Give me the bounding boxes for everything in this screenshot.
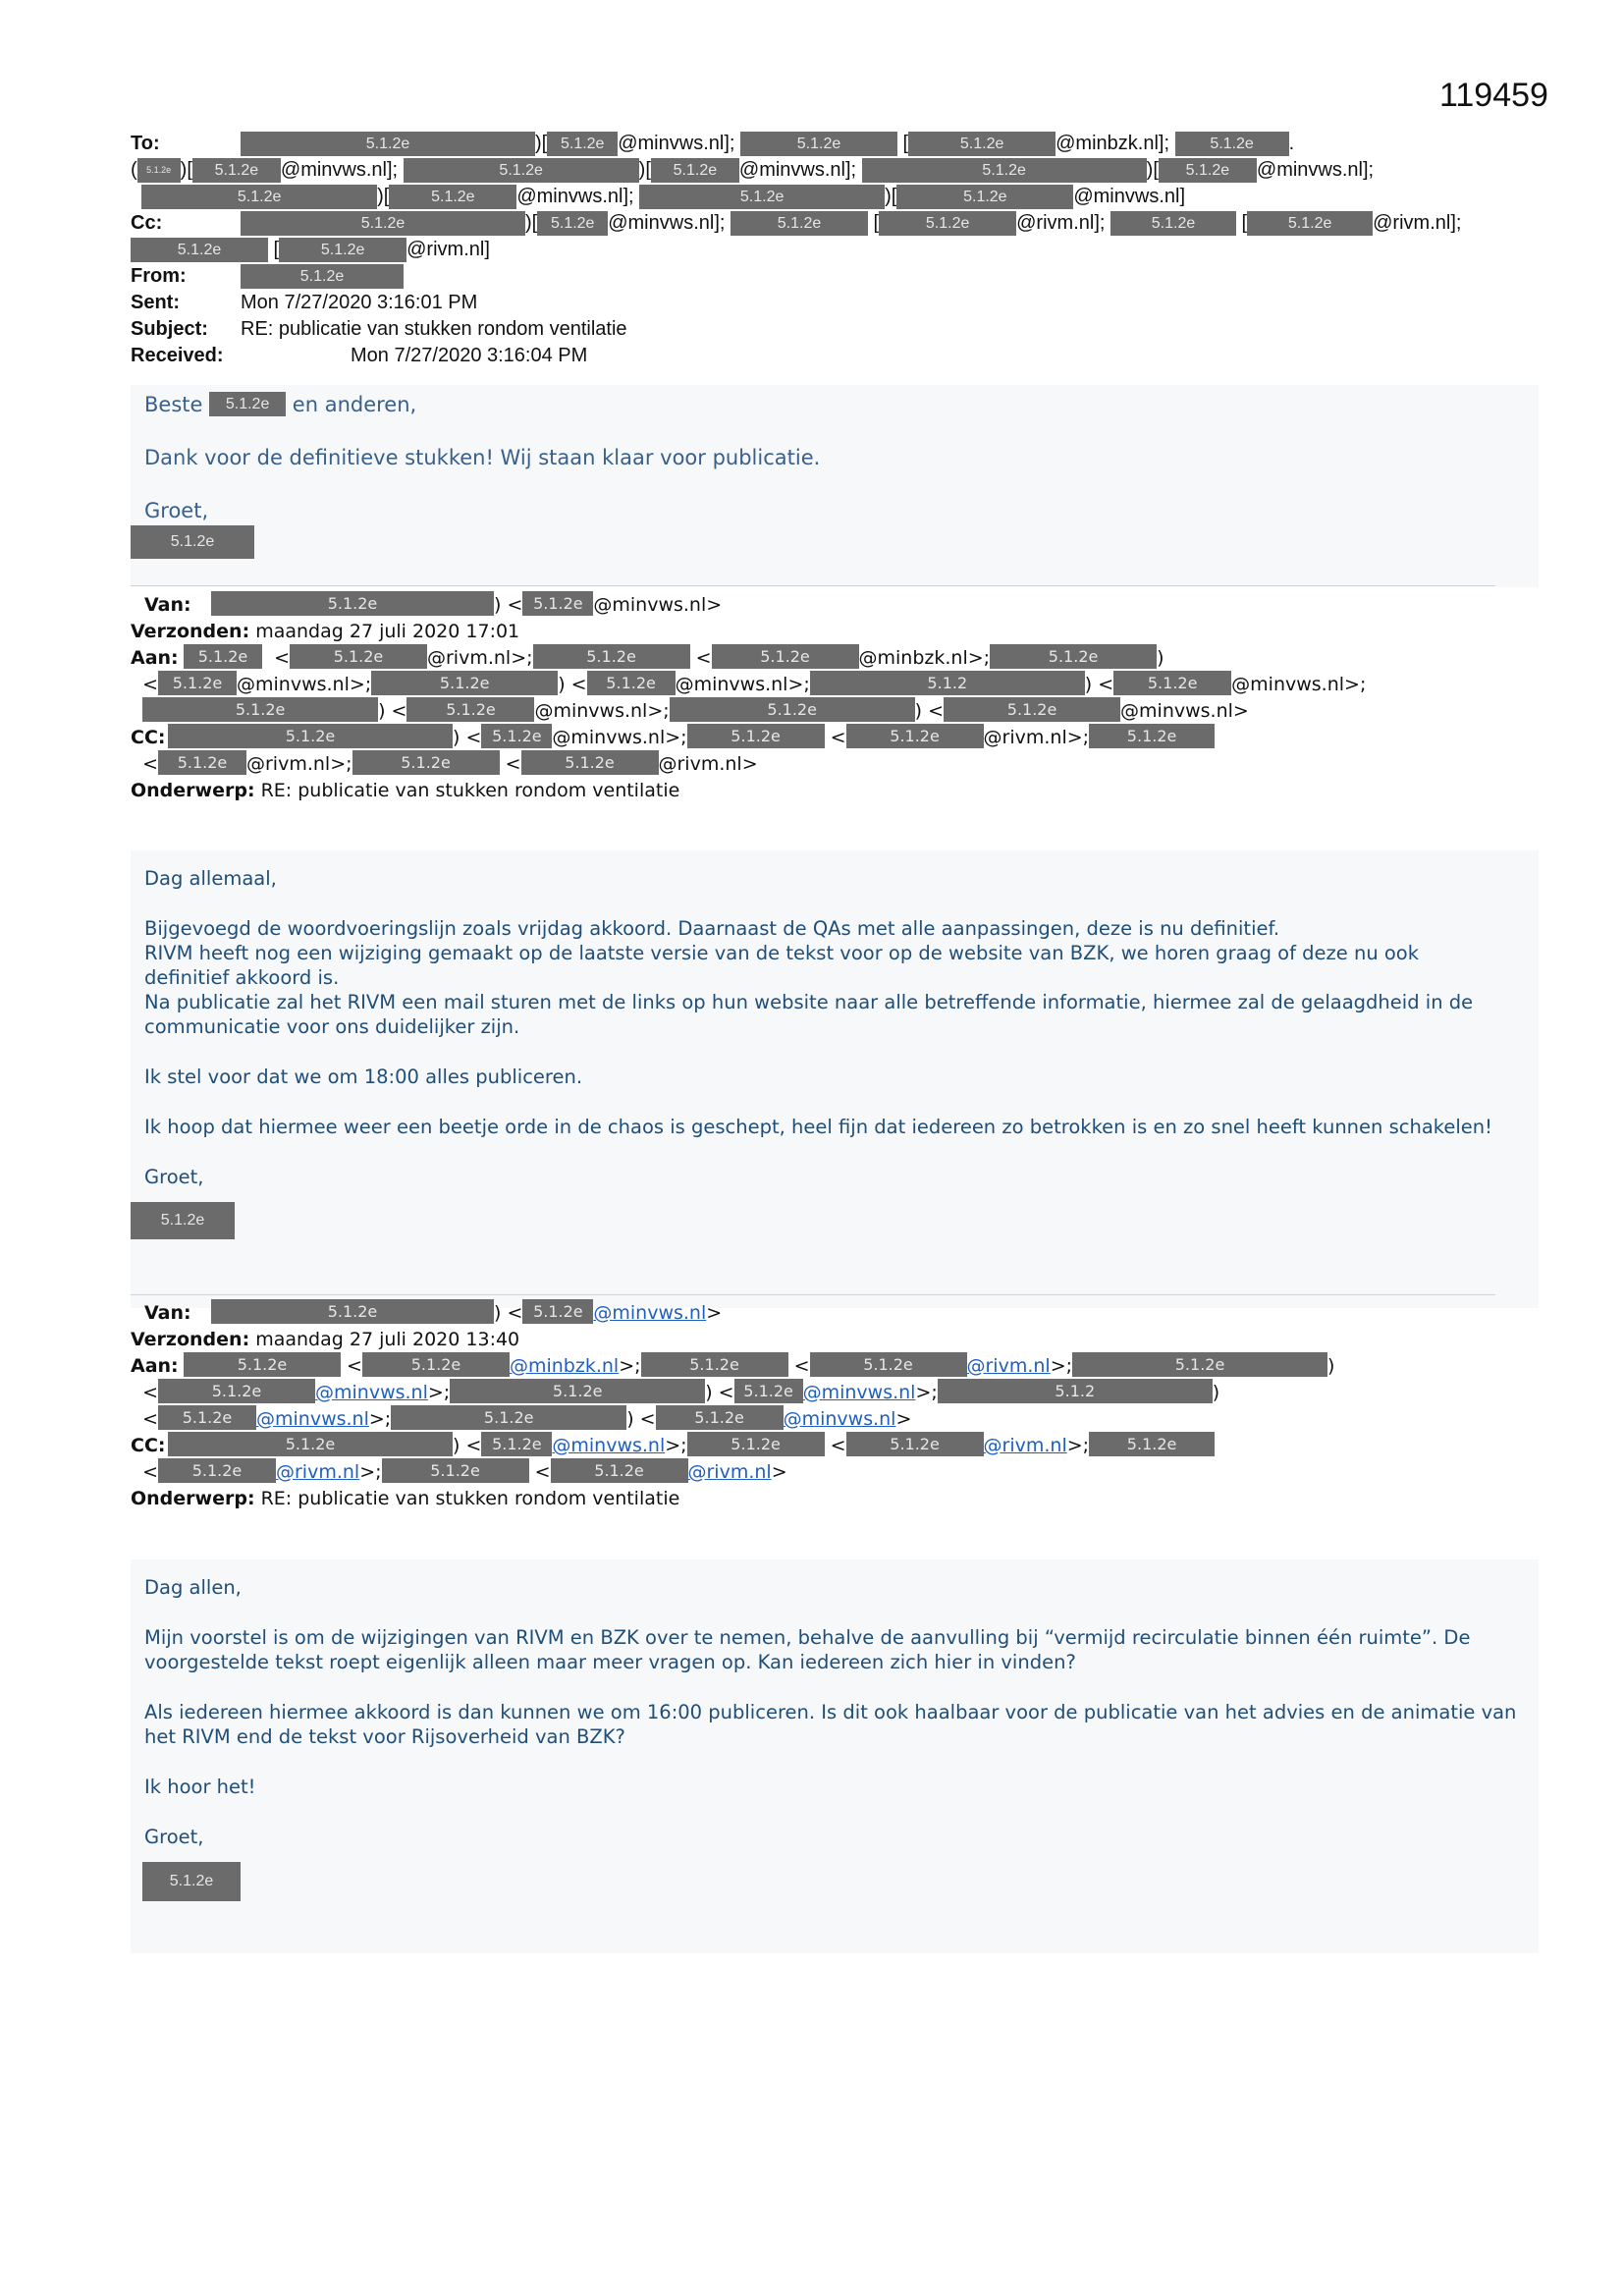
message-3-header: [131, 1298, 1525, 1510]
redaction: 5.1.2e: [158, 671, 237, 695]
email-link[interactable]: @minvws.nl: [552, 1435, 666, 1456]
to-row: To: 5.1.2e )[ 5.1.2e @minvws.nl]; 5.1.2e [ 5.1.2e @minbzk.nl]; 5.1.2e .: [131, 131, 1525, 157]
email-domain: @minvws.nl: [593, 594, 707, 616]
redaction: 5.1.2e: [184, 644, 262, 669]
redaction: 5.1.2e: [211, 591, 494, 616]
redaction: 5.1.2e: [481, 1432, 552, 1456]
email-link[interactable]: @minvws.nl: [593, 1302, 707, 1324]
redaction: 5.1.2e: [547, 132, 618, 156]
redaction: 5.1.2e: [1159, 158, 1257, 183]
greeting: Dag allen,: [144, 1576, 242, 1599]
cc-row-2: < 5.1.2e @rivm.nl>; 5.1.2e < 5.1.2e @rivm.nl>: [131, 749, 1525, 776]
separator: [131, 585, 1495, 586]
redaction: 5.1.2e: [1113, 671, 1231, 695]
email-domain: @minvws.nl: [738, 159, 845, 181]
redaction: 5.1.2e: [521, 750, 659, 775]
verzonden-label: Verzonden:: [131, 1329, 250, 1350]
email-domain: @minbzk.nl: [858, 647, 968, 669]
signature-redaction: 5.1.2e: [142, 1862, 241, 1901]
onderwerp-label: Onderwerp:: [131, 1488, 255, 1509]
cc-row: CC: 5.1.2e ) < 5.1.2e @minvws.nl>; 5.1.2e < 5.1.2e @rivm.nl>; 5.1.2e: [131, 1431, 1525, 1457]
redaction: 5.1.2e: [389, 185, 516, 209]
redaction: 5.1.2e: [846, 724, 984, 748]
separator: [131, 1294, 1495, 1295]
redaction: 5.1.2e: [137, 158, 181, 183]
redaction: 5.1.2e: [1175, 132, 1289, 156]
verzonden-value: maandag 27 juli 2020 13:40: [255, 1329, 520, 1350]
email-domain: @minbzk.nl: [1056, 133, 1159, 154]
redaction: 5.1.2: [810, 671, 1085, 695]
to-row-2: ( 5.1.2e )[ 5.1.2e @minvws.nl]; 5.1.2e )[ 5.1.2e @minvws.nl]; 5.1.2e )[ 5.1.2e @minvws.nl];: [131, 159, 1375, 181]
redaction: 5.1.2e: [896, 185, 1073, 209]
email-domain: @minvws.nl: [516, 186, 623, 207]
redaction: 5.1.2e: [687, 1432, 825, 1456]
from-row: [131, 263, 1525, 290]
redaction: 5.1.2e: [734, 1379, 803, 1403]
aan-label: Aan:: [131, 647, 179, 669]
redaction: 5.1.2e: [241, 132, 535, 156]
from-label: From:: [131, 265, 187, 287]
to-row-3: 5.1.2e )[ 5.1.2e @minvws.nl]; 5.1.2e )[ 5.1.2e @minvws.nl]: [131, 184, 1525, 210]
redaction: 5.1.2e: [522, 591, 593, 616]
redaction: 5.1.2e: [522, 1299, 593, 1324]
message-1-line: Dank voor de definitieve stukken! Wij staan klaar voor publicatie.: [144, 446, 821, 469]
onderwerp-row: [131, 1484, 1525, 1510]
email-link[interactable]: @rivm.nl: [276, 1461, 360, 1483]
paragraph: Bijgevoegd de woordvoeringslijn zoals vrijdag akkoord. Daarnaast de QAs met alle aanpassingen, deze is nu definitief.: [144, 917, 1280, 940]
redaction: 5.1.2: [938, 1379, 1213, 1403]
redaction: 5.1.2e: [168, 724, 453, 748]
redaction: 5.1.2e: [141, 185, 377, 209]
redaction: 5.1.2e: [158, 1458, 276, 1483]
email-domain: @minvws.nl: [1231, 674, 1345, 695]
onderwerp-row: [131, 776, 1525, 802]
cc-label: CC:: [131, 727, 166, 748]
redaction: 5.1.2e: [406, 697, 534, 722]
subject-label: Subject:: [131, 318, 208, 340]
van-row: Van: 5.1.2e ) < 5.1.2e @minvws.nl>: [131, 1298, 1525, 1325]
received-label: Received:: [131, 345, 224, 366]
aan-row: Aan: 5.1.2e < 5.1.2e @minbzk.nl>; 5.1.2e < 5.1.2e @rivm.nl>; 5.1.2e ): [131, 1351, 1525, 1378]
redaction: 5.1.2e: [404, 158, 639, 183]
redaction: 5.1.2e: [879, 211, 1016, 236]
email-link[interactable]: @minvws.nl: [315, 1382, 428, 1403]
document-number: 119459: [1439, 77, 1548, 114]
email-domain: @rivm.nl: [983, 727, 1067, 748]
verzonden-label: Verzonden:: [131, 621, 250, 642]
paragraph: Ik stel voor dat we om 18:00 alles publiceren.: [144, 1066, 583, 1088]
email-domain: @minvws.nl: [1120, 700, 1233, 722]
message-1-body: [131, 385, 1539, 587]
greeting-prefix: Beste: [144, 393, 203, 416]
redaction: 5.1.2e: [142, 697, 378, 722]
redaction: 5.1.2e: [670, 697, 915, 722]
redaction: 5.1.2e: [712, 644, 859, 669]
redaction: 5.1.2e: [1089, 724, 1215, 748]
email-link[interactable]: @minvws.nl: [783, 1408, 896, 1430]
redaction: 5.1.2e: [639, 185, 885, 209]
cc-row-2: 5.1.2e [ 5.1.2e @rivm.nl]: [131, 237, 1525, 263]
email-domain: @minvws.nl: [618, 133, 725, 154]
redaction: 5.1.2e: [241, 264, 404, 289]
redaction: 5.1.2e: [184, 1352, 341, 1377]
email-link[interactable]: @rivm.nl: [983, 1435, 1067, 1456]
aan-row: Aan: 5.1.2e < 5.1.2e @rivm.nl>; 5.1.2e < 5.1.2e @minbzk.nl>; 5.1.2e ): [131, 643, 1525, 670]
email-link[interactable]: @rivm.nl: [687, 1461, 772, 1483]
van-row: Van: 5.1.2e ) < 5.1.2e @minvws.nl>: [131, 590, 1525, 617]
aan-row-2: < 5.1.2e @minvws.nl>; 5.1.2e ) < 5.1.2e @minvws.nl>; 5.1.2 ) < 5.1.2e @minvws.nl>;: [131, 670, 1525, 696]
redaction: 5.1.2e: [641, 1352, 788, 1377]
cc-row-2: < 5.1.2e @rivm.nl>; 5.1.2e < 5.1.2e @rivm.nl>: [131, 1457, 1525, 1484]
redaction: 5.1.2e: [211, 1299, 494, 1324]
redaction: 5.1.2e: [192, 158, 281, 183]
greeting-suffix: en anderen,: [292, 393, 417, 416]
email-domain: @minvws.nl: [280, 159, 387, 181]
subject-row: [131, 316, 1525, 343]
email-link[interactable]: @minvws.nl: [802, 1382, 916, 1403]
redaction: 5.1.2e: [290, 644, 427, 669]
sent-label: Sent:: [131, 292, 180, 313]
verzonden-row: [131, 1325, 1525, 1351]
redaction: 5.1.2e: [158, 1379, 315, 1403]
redaction: 5.1.2e: [587, 671, 676, 695]
cc-label: Cc:: [131, 212, 163, 234]
redaction: 5.1.2e: [656, 1405, 784, 1430]
email-domain: @minvws.nl: [608, 212, 715, 234]
paragraph: Als iedereen hiermee akkoord is dan kunnen we om 16:00 publiceren. Is dit ook haalbaar voor de publicatie van het advies en de animatie van het RIVM end de tekst voor Rijsoverheid van BZK?: [144, 1701, 1517, 1748]
signature-redaction: 5.1.2e: [131, 525, 254, 559]
paragraph: Ik hoor het!: [144, 1776, 256, 1798]
redaction: 5.1.2e: [810, 1352, 967, 1377]
cc-row: Cc: 5.1.2e )[ 5.1.2e @minvws.nl]; 5.1.2e [ 5.1.2e @rivm.nl]; 5.1.2e [ 5.1.2e @rivm.nl];: [131, 210, 1525, 237]
received-value: Mon 7/27/2020 3:16:04 PM: [351, 345, 588, 366]
message-3-body: [131, 1559, 1539, 1953]
onderwerp-value: RE: publicatie van stukken rondom ventilatie: [260, 1488, 680, 1509]
redaction: 5.1.2e: [1089, 1432, 1215, 1456]
email-link[interactable]: @minvws.nl: [256, 1408, 369, 1430]
onderwerp-label: Onderwerp:: [131, 780, 255, 801]
redaction: 5.1.2e: [990, 644, 1157, 669]
to-label: To:: [131, 133, 160, 154]
redaction: 5.1.2e: [687, 724, 825, 748]
email-domain: @minvws.nl: [534, 700, 648, 722]
aan-row-3: 5.1.2e ) < 5.1.2e @minvws.nl>; 5.1.2e ) < 5.1.2e @minvws.nl>: [131, 696, 1525, 723]
redaction: 5.1.2e: [651, 158, 739, 183]
aan-label: Aan:: [131, 1355, 179, 1377]
onderwerp-value: RE: publicatie van stukken rondom ventilatie: [260, 780, 680, 801]
cc-row: CC: 5.1.2e ) < 5.1.2e @minvws.nl>; 5.1.2e < 5.1.2e @rivm.nl>; 5.1.2e: [131, 723, 1525, 749]
closing: Groet,: [144, 1166, 204, 1188]
email-domain: @minvws.nl: [1256, 159, 1363, 181]
email-domain: @minvws.nl: [675, 674, 788, 695]
redaction: 5.1.2e: [908, 132, 1056, 156]
closing: Groet,: [144, 499, 209, 522]
redaction: 5.1.2e: [862, 158, 1147, 183]
redaction: 5.1.2e: [740, 132, 897, 156]
email-domain: @rivm.nl: [246, 753, 331, 775]
verzonden-value: maandag 27 juli 2020 17:01: [255, 621, 520, 642]
received-row: [131, 343, 1525, 369]
sent-row: [131, 290, 1525, 316]
paragraph: Mijn voorstel is om de wijzigingen van RIVM en BZK over te nemen, behalve de aanvulling bij “vermijd recirculatie binnen één ruimte”. De voorgestelde tekst roept eigenlijk alleen maar meer vragen op. Kan iedereen zich hier in vinden?: [144, 1626, 1471, 1673]
closing: Groet,: [144, 1826, 204, 1848]
redaction: 5.1.2e: [1247, 211, 1373, 236]
paragraph: Na publicatie zal het RIVM een mail sturen met de links op hun website naar alle betreffende informatie, hiermee zal de gelaagdheid in de communicatie voor ons duidelijker zijn.: [144, 991, 1474, 1038]
redaction: 5.1.2e: [371, 671, 558, 695]
email-domain: @minvws.nl: [237, 674, 350, 695]
paragraph: Ik hoop dat hiermee weer een beetje orde in de chaos is geschept, heel fijn dat iedereen zo betrokken is en zo snel heeft kunnen schakelen!: [144, 1116, 1492, 1138]
redaction: 5.1.2e: [168, 1432, 453, 1456]
redaction: 5.1.2e: [362, 1352, 510, 1377]
email-domain: @rivm.nl: [1373, 212, 1451, 234]
aan-row-2: < 5.1.2e @minvws.nl>; 5.1.2e ) < 5.1.2e @minvws.nl>; 5.1.2 ): [131, 1378, 1525, 1404]
greeting: Dag allemaal,: [144, 867, 277, 890]
redaction: 5.1.2e: [131, 238, 268, 262]
redaction: 5.1.2e: [352, 750, 500, 775]
email-domain: @rivm.nl: [658, 753, 742, 775]
message-2-header: [131, 590, 1525, 802]
email-domain: @minvws.nl: [1073, 186, 1180, 207]
redaction: 5.1.2e: [450, 1379, 705, 1403]
redaction: 5.1.2e: [731, 211, 868, 236]
redaction: 5.1.2e: [382, 1458, 529, 1483]
redaction: 5.1.2e: [158, 750, 246, 775]
subject-value: RE: publicatie van stukken rondom ventilatie: [241, 318, 627, 340]
cc-label: CC:: [131, 1435, 166, 1456]
redaction: 5.1.2e: [279, 238, 406, 262]
email-domain: @minvws.nl: [552, 727, 666, 748]
redaction: 5.1.2e: [533, 644, 690, 669]
verzonden-row: [131, 617, 1525, 643]
redaction: 5.1.2e: [209, 392, 286, 416]
redaction: 5.1.2e: [551, 1458, 688, 1483]
van-label: Van:: [144, 594, 191, 616]
aan-row-3: < 5.1.2e @minvws.nl>; 5.1.2e ) < 5.1.2e @minvws.nl>: [131, 1404, 1525, 1431]
sent-value: Mon 7/27/2020 3:16:01 PM: [241, 292, 478, 313]
redaction: 5.1.2e: [846, 1432, 984, 1456]
redaction: 5.1.2e: [481, 724, 552, 748]
signature-redaction: 5.1.2e: [131, 1202, 235, 1239]
redaction: 5.1.2e: [391, 1405, 626, 1430]
redaction: 5.1.2e: [1110, 211, 1236, 236]
paragraph: RIVM heeft nog een wijziging gemaakt op de laatste versie van de tekst voor op de website van BZK, we horen graag of deze nu ook definitief akkoord is.: [144, 942, 1420, 989]
message-2-body: [131, 850, 1539, 1308]
outer-header: [131, 131, 1525, 369]
redaction: 5.1.2e: [158, 1405, 256, 1430]
van-label: Van:: [144, 1302, 191, 1324]
redaction: 5.1.2e: [537, 211, 608, 236]
redaction: 5.1.2e: [1072, 1352, 1327, 1377]
email-domain: @rivm.nl: [406, 239, 485, 260]
redaction: 5.1.2e: [944, 697, 1120, 722]
email-link[interactable]: @rivm.nl: [966, 1355, 1051, 1377]
redaction: 5.1.2e: [241, 211, 525, 236]
email-domain: @rivm.nl: [1016, 212, 1095, 234]
email-domain: @rivm.nl: [427, 647, 512, 669]
email-link[interactable]: @minbzk.nl: [509, 1355, 620, 1377]
